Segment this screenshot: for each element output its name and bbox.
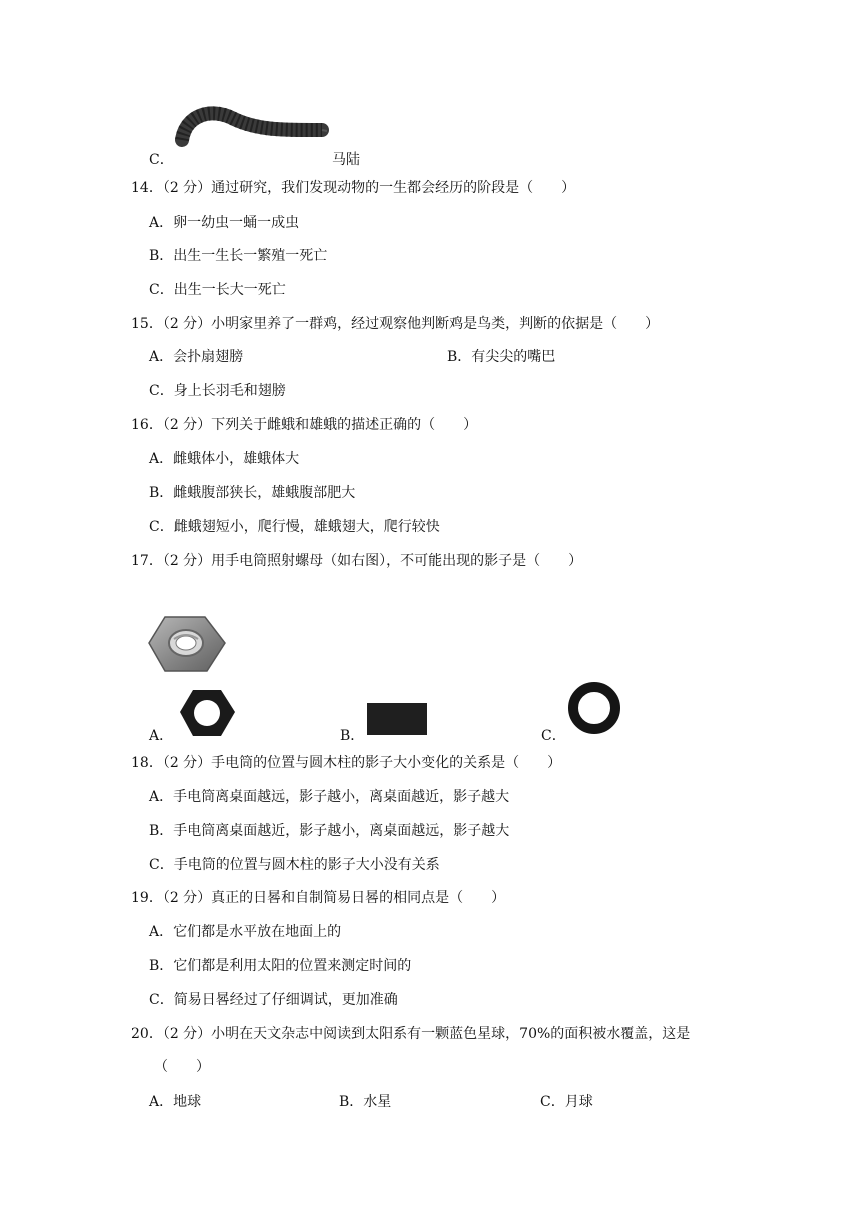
q16-option-a: A．雌蛾体小，雄蛾体大 — [149, 451, 300, 467]
rectangle-shadow — [367, 703, 429, 737]
q15-stem: 15．（2 分）小明家里养了一群鸡，经过观察他判断鸡是鸟类，判断的依据是（ ） — [131, 316, 660, 332]
q18-option-c: C．手电筒的位置与圆木柱的影子大小没有关系 — [149, 857, 440, 873]
q14-stem: 14．（2 分）通过研究，我们发现动物的一生都会经历的阶段是（ ） — [131, 180, 576, 196]
q18-option-a: A．手电筒离桌面越远，影子越小，离桌面越近，影子越大 — [149, 789, 510, 805]
q13-option-c-label: C． — [149, 152, 174, 168]
q14-option-a: A．卵一幼虫一蛹一成虫 — [149, 215, 300, 231]
q20-option-a: A．地球 — [149, 1094, 202, 1110]
hex-nut-image — [147, 613, 227, 673]
q15-option-a: A．会扑扇翅膀 — [149, 349, 244, 365]
q17-stem: 17．（2 分）用手电筒照射螺母（如右图），不可能出现的影子是（ ） — [131, 553, 583, 569]
q19-option-a: A．它们都是水平放在地面上的 — [149, 924, 342, 940]
q20-option-c: C．月球 — [540, 1094, 593, 1110]
q16-option-c: C．雌蛾翅短小，爬行慢，雄蛾翅大，爬行较快 — [149, 519, 440, 535]
q13-option-c-text: 马陆 — [332, 152, 360, 168]
q18-option-b: B．手电筒离桌面越近，影子越小，离桌面越远，影子越大 — [149, 823, 510, 839]
q20-option-b: B．水星 — [339, 1094, 392, 1110]
q20-stem-line1: 20．（2 分）小明在天文杂志中阅读到太阳系有一颗蓝色星球，70%的面积被水覆盖，这是 — [131, 1026, 691, 1042]
hexagon-ring-shadow — [178, 688, 238, 740]
q16-option-b: B．雌蛾腹部狭长，雄蛾腹部肥大 — [149, 485, 356, 501]
q16-stem: 16．（2 分）下列关于雌蛾和雄蛾的描述正确的（ ） — [131, 417, 478, 433]
q20-stem-line2: （ ） — [154, 1059, 210, 1075]
q19-stem: 19．（2 分）真正的日晷和自制简易日晷的相同点是（ ） — [131, 890, 506, 906]
q19-option-c: C．简易日晷经过了仔细调试，更加准确 — [149, 992, 398, 1008]
millipede-image — [172, 100, 332, 160]
q17-option-c: C． — [541, 728, 566, 744]
q15-option-b: B．有尖尖的嘴巴 — [447, 349, 556, 365]
q15-option-c: C．身上长羽毛和翅膀 — [149, 383, 286, 399]
q17-option-b: B． — [340, 728, 365, 744]
ring-shadow — [564, 680, 626, 736]
q18-stem: 18．（2 分）手电筒的位置与圆木柱的影子大小变化的关系是（ ） — [131, 755, 562, 771]
q14-option-b: B．出生一生长一繁殖一死亡 — [149, 248, 328, 264]
q19-option-b: B．它们都是利用太阳的位置来测定时间的 — [149, 958, 412, 974]
q17-option-a: A． — [149, 728, 174, 744]
q14-option-c: C．出生一长大一死亡 — [149, 282, 286, 298]
